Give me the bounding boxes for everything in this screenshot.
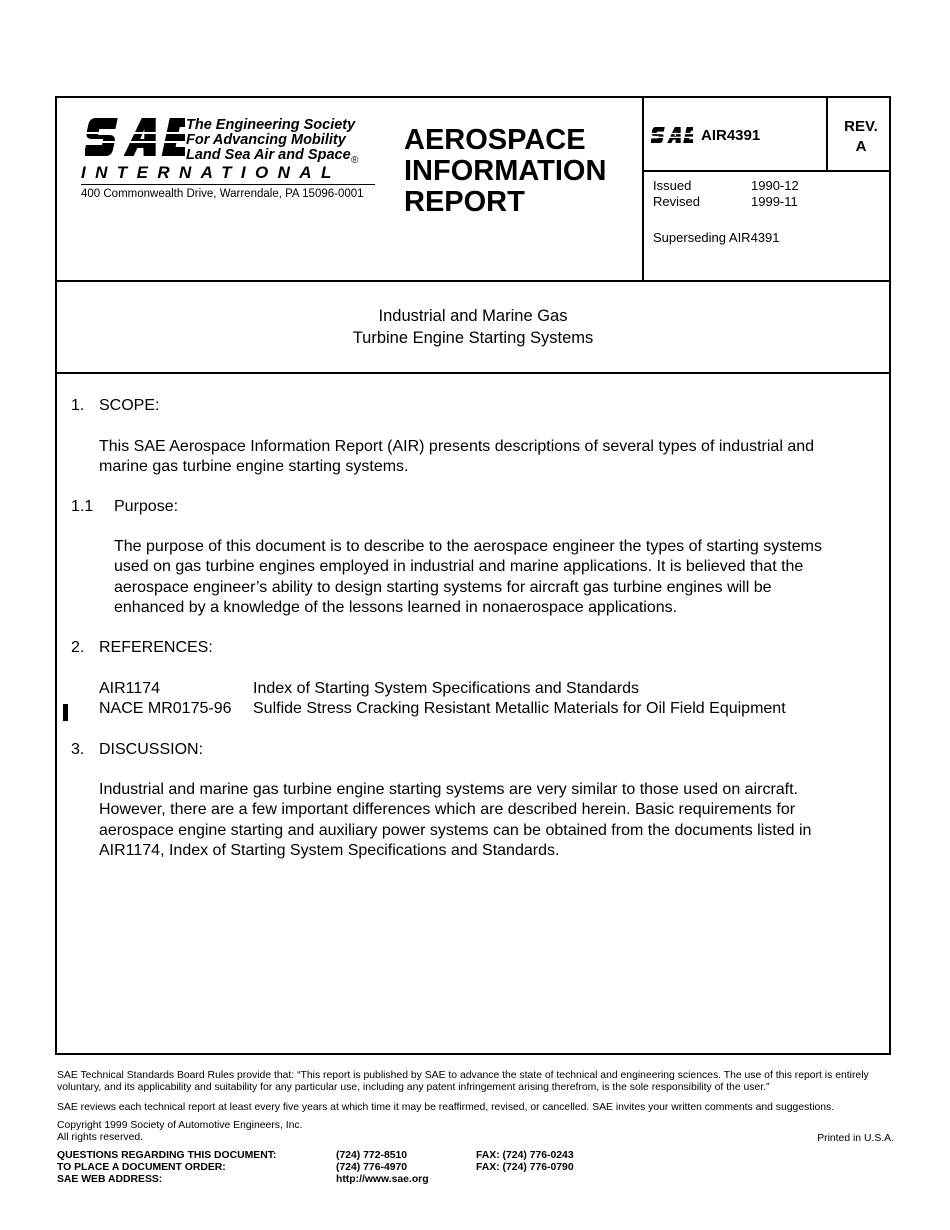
discussion-paragraph [99, 780, 811, 861]
section-heading-discussion: DISCUSSION: [99, 741, 204, 758]
report-type-line: REPORT [404, 186, 525, 218]
rights-reserved: All rights reserved. [57, 1132, 144, 1143]
contact-row [57, 1150, 574, 1162]
section-heading-scope: SCOPE: [99, 397, 160, 414]
contact-label: SAE WEB ADDRESS: [57, 1174, 163, 1185]
tagline-line: Land Sea Air and Space [186, 147, 351, 163]
contact-fax: FAX: (724) 776-0790 [476, 1162, 574, 1173]
superseding-note: Superseding AIR4391 [653, 230, 780, 245]
scope-paragraph [99, 437, 814, 478]
report-type [404, 125, 606, 218]
section-heading-purpose: Purpose: [114, 498, 179, 515]
text-line: Industrial and marine gas turbine engine starting systems are very similar to those used on aircraft. [99, 781, 798, 798]
contact-label: TO PLACE A DOCUMENT ORDER: [57, 1162, 226, 1173]
report-type-line: INFORMATION [404, 155, 607, 187]
sae-small-logo-icon [651, 124, 693, 146]
revision-change-bar [63, 704, 68, 721]
document-title [57, 282, 889, 374]
section-number: 1.1 [71, 498, 94, 515]
text-line: used on gas turbine engines employed in industrial and marine applications. It is believed that the [114, 558, 804, 576]
legal-footer [57, 1070, 897, 1144]
revision-cell [827, 98, 891, 172]
tagline-line: For Advancing Mobility [186, 132, 346, 148]
logo-international: INTERNATIONAL [81, 163, 341, 182]
sae-logo-icon [85, 112, 185, 162]
contact-phone: (724) 776-4970 [336, 1162, 408, 1173]
revised-date: 1999-11 [751, 194, 798, 209]
text-line: This SAE Aerospace Information Report (AIR) presents descriptions of several types of industrial and [99, 438, 815, 455]
section-number: 2. [71, 639, 85, 656]
section-heading-references: REFERENCES: [99, 639, 213, 656]
text-line: aerospace engine starting and auxiliary power systems can be obtained from the documents listed in [99, 821, 812, 839]
contact-row [57, 1174, 574, 1186]
copyright: Copyright 1999 Society of Automotive Engineers, Inc. [57, 1120, 303, 1131]
registered-mark: ® [351, 155, 359, 166]
issued-label: Issued [653, 178, 692, 193]
text-line: voluntary, and its applicability and suitability for any particular use, including any patent infringement arising therefrom, is the sole responsibility of the user.” [57, 1082, 770, 1093]
reference-title: Sulfide Stress Cracking Resistant Metallic Materials for Oil Field Equipment [253, 700, 786, 717]
rev-label: REV. [844, 118, 878, 135]
text-line: However, there are a few important differences which are described herein. Basic requirements for [99, 801, 796, 819]
document-number-cell [643, 98, 828, 172]
web-address-link[interactable]: http://www.sae.org [336, 1174, 429, 1185]
text-line: AIR1174, Index of Starting System Specifications and Standards. [99, 841, 560, 859]
reference-code: NACE MR0175-96 [99, 700, 232, 717]
title-line: Turbine Engine Starting Systems [352, 329, 594, 347]
document-frame [55, 96, 891, 1055]
rules-text [57, 1070, 897, 1094]
issue-dates [653, 178, 799, 210]
contact-info [57, 1150, 574, 1186]
issued-date: 1990-12 [751, 178, 799, 193]
revised-label: Revised [653, 194, 700, 209]
tagline-line: The Engineering Society [186, 117, 356, 133]
section-number: 3. [71, 741, 85, 758]
text-line: marine gas turbine engine starting systems. [99, 458, 409, 476]
title-line: Industrial and Marine Gas [378, 307, 568, 325]
reference-code: AIR1174 [99, 680, 161, 697]
dates-cell [643, 172, 889, 280]
text-line: The purpose of this document is to describe to the aerospace engineer the types of starting systems [114, 538, 822, 555]
publisher-address: 400 Commonwealth Drive, Warrendale, PA 15096-0001 [81, 188, 364, 200]
rev-value: A [855, 138, 867, 155]
printed-in: Printed in U.S.A. [817, 1133, 894, 1144]
purpose-paragraph [114, 537, 822, 618]
document-header [57, 98, 889, 282]
report-type-line: AEROSPACE [404, 124, 586, 156]
text-line: SAE Technical Standards Board Rules provide that: “This report is published by SAE to advance the state of technical and engineering sciences. The use of this report is entirely [57, 1070, 869, 1081]
text-line: enhanced by a knowledge of the lessons learned in nonaerospace applications. [114, 598, 678, 616]
contact-row [57, 1162, 574, 1174]
section-number: 1. [71, 397, 85, 414]
publisher-cell [57, 98, 644, 280]
revision-label [827, 117, 895, 157]
review-text: SAE reviews each technical report at least every five years at which time it may be reaffirmed, revised, or cancelled. SAE invites your written comments and suggestions. [57, 1102, 835, 1113]
logo-divider [81, 184, 375, 185]
reference-title: Index of Starting System Specifications and Standards [253, 680, 639, 697]
contact-phone: (724) 772-8510 [336, 1150, 408, 1161]
logo-tagline [186, 118, 355, 163]
contact-fax: FAX: (724) 776-0243 [476, 1150, 574, 1161]
text-line: aerospace engineer’s ability to design starting systems for aircraft gas turbine engines will be [114, 578, 772, 596]
document-number: AIR4391 [701, 127, 761, 144]
contact-label: QUESTIONS REGARDING THIS DOCUMENT: [57, 1150, 277, 1161]
